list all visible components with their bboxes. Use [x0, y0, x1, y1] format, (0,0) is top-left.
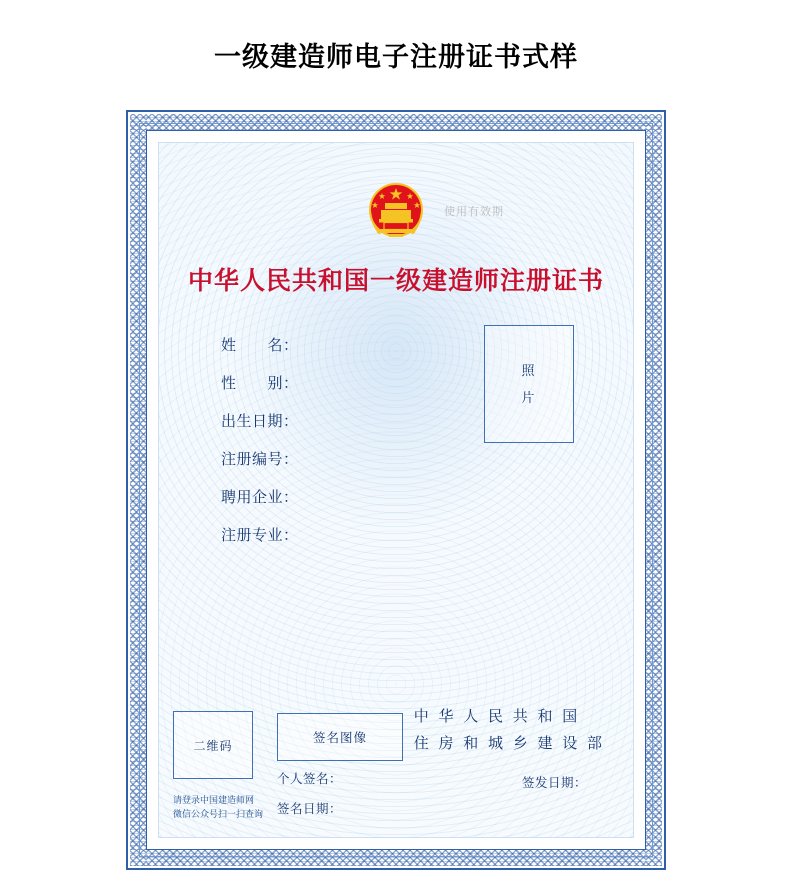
- field-label-registration-number: 注册编号：: [221, 451, 299, 468]
- certificate-card: [126, 110, 666, 870]
- signature-image-placeholder: 签名图像: [277, 713, 403, 761]
- issue-date-label: 签发日期：: [521, 776, 587, 791]
- photo-label-line1: 照: [521, 362, 537, 378]
- certificate-page: [158, 142, 634, 838]
- page-title: 一级建造师电子注册证书式样: [214, 42, 578, 73]
- field-row: [221, 401, 441, 439]
- field-row: [221, 325, 441, 363]
- field-label-name: 姓 名：: [221, 337, 299, 354]
- issuer-line2: 住 房 和 城 乡 建 设 部: [413, 736, 605, 753]
- qr-caption-line2: 微信公众号扫一扫查询: [173, 808, 264, 819]
- field-label-employer: 聘用企业：: [221, 489, 299, 506]
- certificate-heading: 中华人民共和国一级建造师注册证书: [187, 268, 604, 296]
- qr-caption: [173, 794, 263, 821]
- field-label-specialty: 注册专业：: [221, 527, 299, 544]
- issuer-block: [414, 704, 605, 760]
- qr-code-placeholder: 二维码: [173, 711, 253, 779]
- field-row: [221, 477, 441, 515]
- validity-note: 使用有效期: [444, 206, 504, 219]
- photo-label-line2: 片: [521, 390, 537, 406]
- china-national-emblem-icon: [360, 177, 432, 247]
- field-row: [221, 439, 441, 477]
- emblem-row: [159, 177, 633, 247]
- personal-signature-label: 个人签名：: [277, 772, 343, 787]
- issuer-line1: 中 华 人 民 共 和 国: [413, 708, 581, 725]
- field-row: [221, 515, 441, 553]
- signature-date-label: 签名日期：: [277, 802, 343, 817]
- field-label-gender: 性 别：: [221, 375, 299, 392]
- field-label-birthdate: 出生日期：: [221, 413, 299, 430]
- certificate-fields: [221, 325, 441, 553]
- photo-placeholder: [484, 325, 574, 443]
- field-row: [221, 363, 441, 401]
- qr-caption-line1: 请登录中国建造师网: [173, 795, 255, 806]
